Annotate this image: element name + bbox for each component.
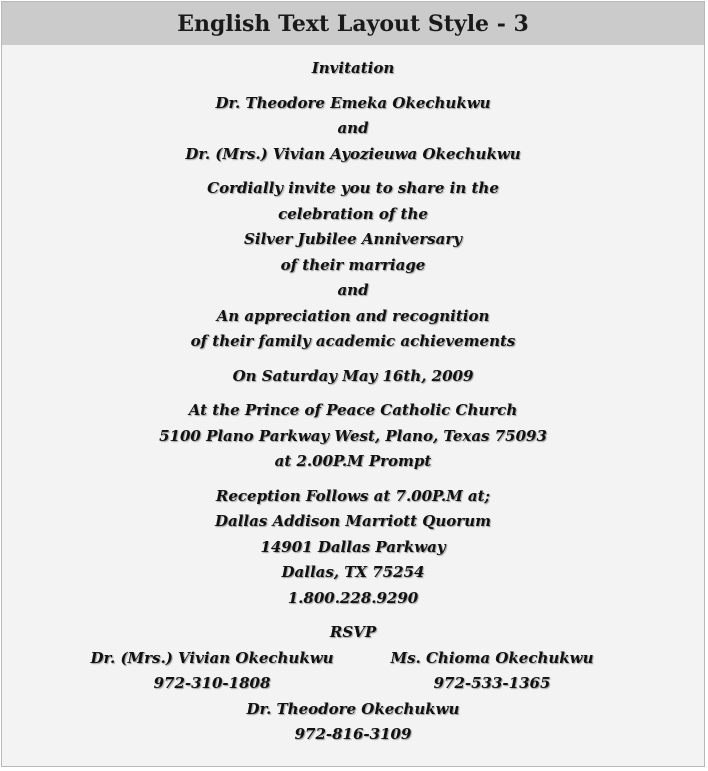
rsvp-label: RSVP <box>329 623 377 641</box>
reception-line: Dallas, TX 75254 <box>281 563 425 581</box>
rsvp-contact-name: Dr. (Mrs.) Vivian Okechukwu <box>90 648 334 667</box>
rsvp-phones-row <box>2 671 704 697</box>
page-title: English Text Layout Style - 3 <box>2 2 704 45</box>
rsvp-contact-phone: 972-816-3109 <box>294 725 412 743</box>
reception-line: Reception Follows at 7.00P.M at; <box>215 486 491 505</box>
venue-line: at 2.00P.M Prompt <box>274 452 432 470</box>
purpose-line: of their family academic achievements <box>190 332 516 350</box>
venue-line: At the Prince of Peace Catholic Church <box>188 401 518 419</box>
reception-line: 1.800.228.9290 <box>287 588 419 607</box>
event-date: On Saturday May 16th, 2009 <box>232 366 474 385</box>
rsvp-contact-phone: 972-533-1365 <box>433 674 551 692</box>
host-line: and <box>337 119 369 137</box>
rsvp-contact-phone: 972-310-1808 <box>153 674 271 692</box>
invitation-card <box>1 1 705 767</box>
host-line: Dr. (Mrs.) Vivian Ayozieuwa Okechukwu <box>185 144 521 163</box>
host-line: Dr. Theodore Emeka Okechukwu <box>215 93 491 112</box>
purpose-line: Cordially invite you to share in the <box>207 179 499 197</box>
invitation-body <box>2 45 704 748</box>
rsvp-contact-name: Ms. Chioma Okechukwu <box>390 648 594 667</box>
reception-line: Dallas Addison Marriott Quorum <box>215 512 491 530</box>
purpose-line: of their marriage <box>280 255 426 274</box>
venue-line: 5100 Plano Parkway West, Plano, Texas 75093 <box>159 426 547 445</box>
rsvp-contact-name: Dr. Theodore Okechukwu <box>246 699 460 718</box>
invitation-heading: Invitation <box>311 59 395 77</box>
purpose-line: celebration of the <box>278 204 428 223</box>
purpose-line: and <box>337 281 369 299</box>
purpose-line: An appreciation and recognition <box>216 306 490 325</box>
reception-line: 14901 Dallas Parkway <box>260 537 446 556</box>
purpose-line: Silver Jubilee Anniversary <box>244 230 462 248</box>
rsvp-names-row <box>2 646 704 672</box>
